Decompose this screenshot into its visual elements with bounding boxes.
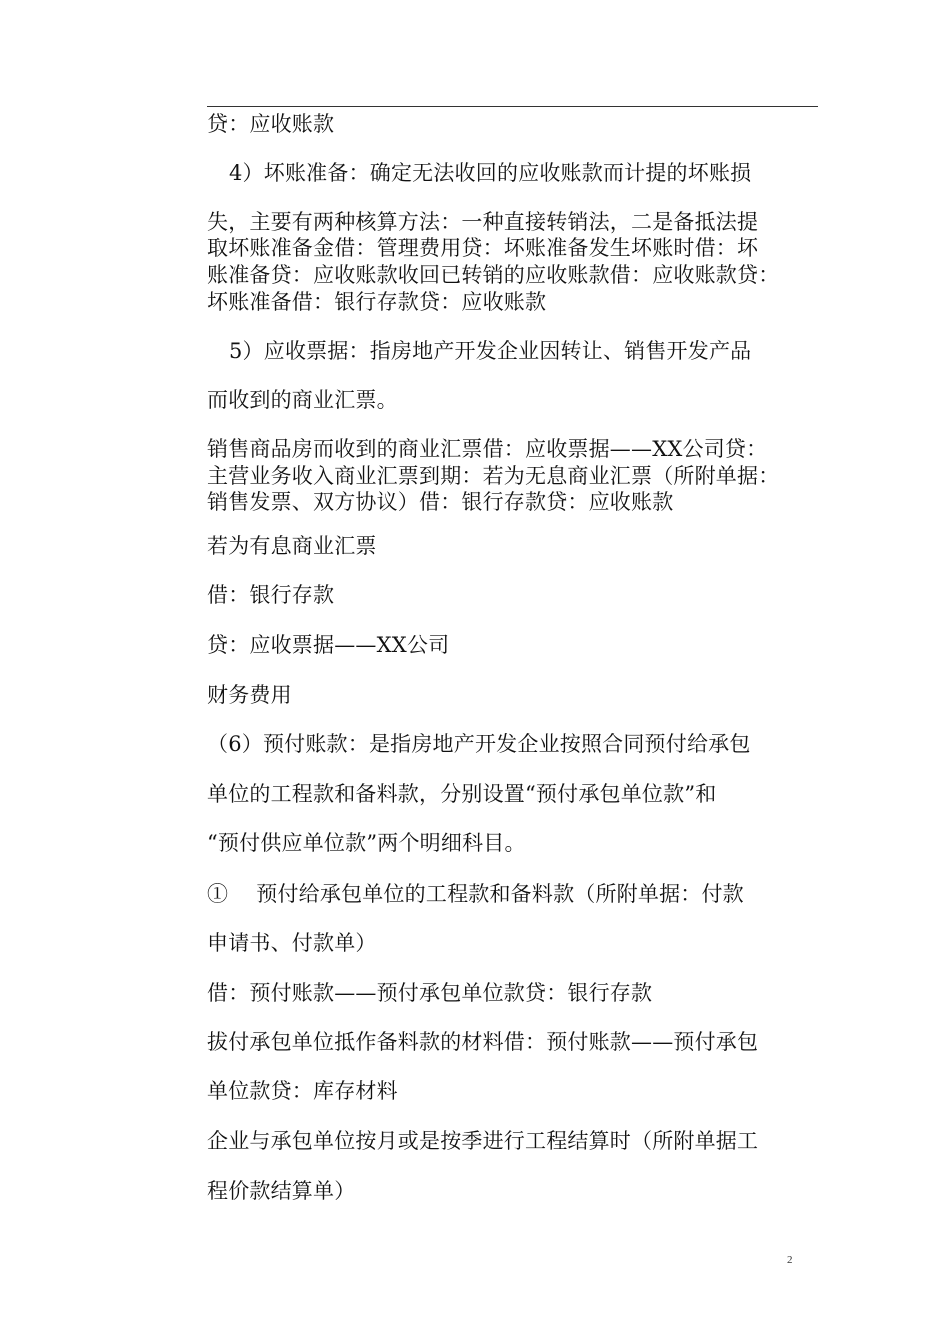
text-line: 取坏账准备金借：管理费用贷：坏账准备发生坏账时借：坏 bbox=[207, 236, 759, 260]
text-line: 程价款结算单） bbox=[207, 1179, 356, 1203]
text-line: 贷：应收账款 bbox=[207, 112, 335, 136]
text-line: 失，主要有两种核算方法：一种直接转销法，二是备抵法提 bbox=[207, 210, 759, 234]
text-line: 财务费用 bbox=[207, 683, 292, 707]
text-line: 4）坏账准备：确定无法收回的应收账款而计提的坏账损 bbox=[229, 161, 752, 185]
text-line: 主营业务收入商业汇票到期：若为无息商业汇票（所附单据： bbox=[207, 464, 780, 488]
text-line: 借：预付账款——预付承包单位款贷：银行存款 bbox=[207, 981, 653, 1005]
text-line: （6）预付账款：是指房地产开发企业按照合同预付给承包 bbox=[207, 732, 751, 756]
text-line: 企业与承包单位按月或是按季进行工程结算时（所附单据工 bbox=[207, 1129, 759, 1153]
text-line: 贷：应收票据——XX公司 bbox=[207, 633, 450, 657]
text-line: 销售商品房而收到的商业汇票借：应收票据——XX公司贷： bbox=[207, 437, 768, 461]
text-line: 借：银行存款 bbox=[207, 583, 335, 607]
text-line: 而收到的商业汇票。 bbox=[207, 388, 398, 412]
text-line: 5）应收票据：指房地产开发企业因转让、销售开发产品 bbox=[229, 339, 752, 363]
text-line: 拔付承包单位抵作备料款的材料借：预付账款——预付承包 bbox=[207, 1030, 759, 1054]
text-line: 坏账准备借：银行存款贷：应收账款 bbox=[207, 290, 547, 314]
text-line: 销售发票、双方协议）借：银行存款贷：应收账款 bbox=[207, 490, 674, 514]
page-number: 2 bbox=[787, 1254, 793, 1266]
text-line: ① 预付给承包单位的工程款和备料款（所附单据：付款 bbox=[207, 882, 744, 906]
header-rule bbox=[207, 106, 818, 107]
text-line: 单位款贷：库存材料 bbox=[207, 1079, 398, 1103]
text-line: “预付供应单位款”两个明细科目。 bbox=[207, 831, 526, 855]
text-line: 账准备贷：应收账款收回已转销的应收账款借：应收账款贷： bbox=[207, 263, 780, 287]
text-line: 单位的工程款和备料款，分别设置“预付承包单位款”和 bbox=[207, 782, 717, 806]
text-line: 若为有息商业汇票 bbox=[207, 534, 377, 558]
text-line: 申请书、付款单） bbox=[207, 931, 377, 955]
